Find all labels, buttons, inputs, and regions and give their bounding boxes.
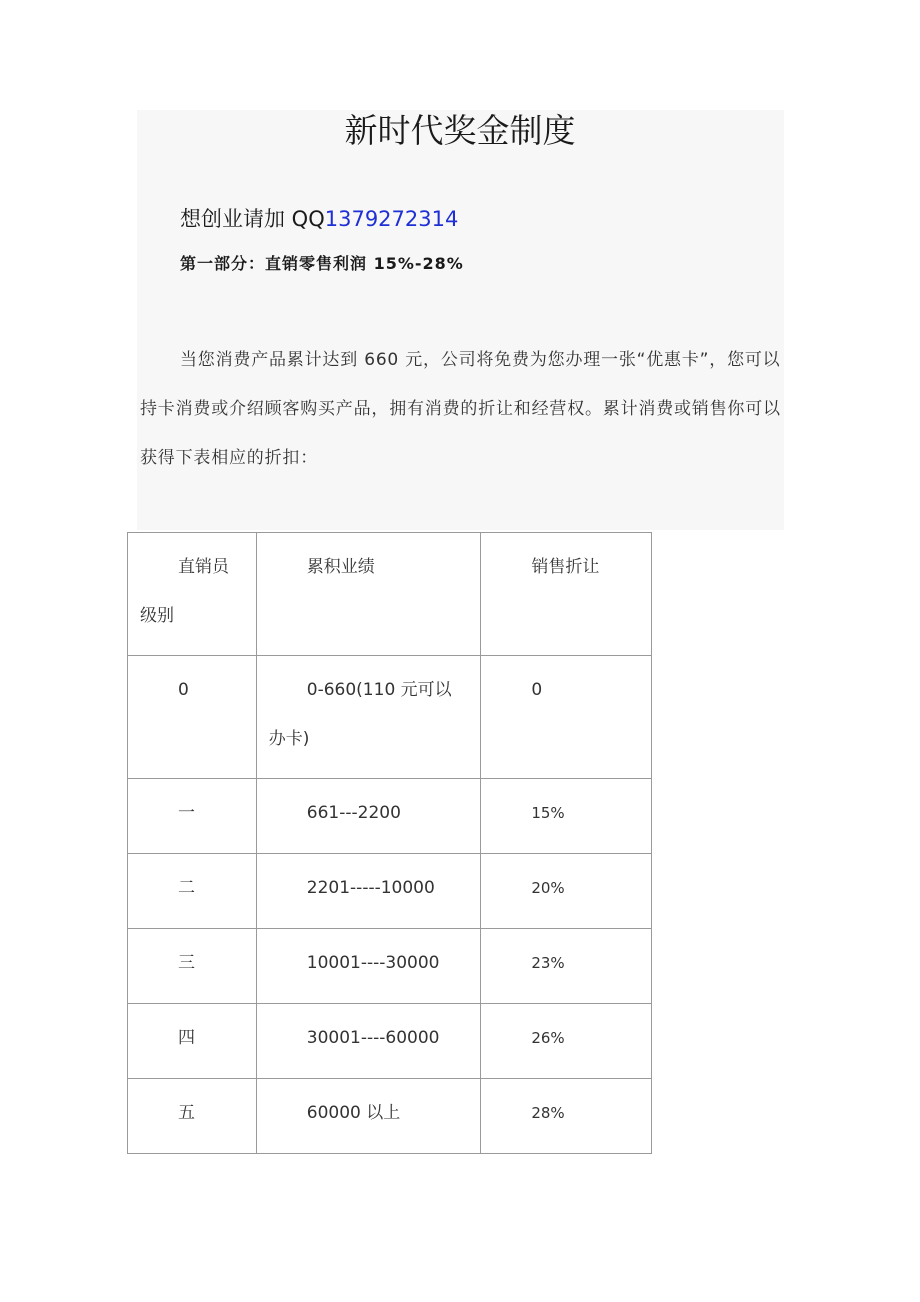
section-heading: 第一部分：直销零售利润 15%-28% (180, 254, 464, 273)
table-cell (481, 929, 652, 1004)
table-cell (128, 1079, 257, 1154)
table-cell (256, 656, 481, 779)
row-level: 三 (178, 953, 195, 973)
row-discount: 20% (531, 879, 565, 897)
table-cell (481, 779, 652, 854)
table-cell (128, 656, 257, 779)
row-discount: 23% (531, 954, 565, 972)
table-header-cell (256, 533, 481, 656)
header-discount: 销售折让 (531, 557, 600, 577)
table-row (128, 656, 652, 779)
row-level: 四 (178, 1028, 195, 1048)
discount-table (127, 532, 652, 1154)
table-cell (481, 656, 652, 779)
contact-prefix: 想创业请加 QQ (180, 207, 325, 231)
table-cell (256, 1004, 481, 1079)
table-cell (481, 1004, 652, 1079)
intro-paragraph: 当您消费产品累计达到 660 元，公司将免费为您办理一张“优惠卡”，您可以持卡消费或介绍顾客购买产品，拥有消费的折让和经营权。累计消费或销售你可以获得下表相应的折扣： (140, 350, 781, 468)
row-discount: 15% (531, 804, 565, 822)
row-level: 一 (178, 803, 195, 823)
table-cell (256, 854, 481, 929)
table-cell (128, 1004, 257, 1079)
row-performance: 30001----60000 (306, 1028, 440, 1048)
table-header-cell (128, 533, 257, 656)
row-performance: 2201-----10000 (306, 878, 435, 898)
table-header-cell (481, 533, 652, 656)
header-performance: 累积业绩 (306, 557, 375, 577)
row-performance: 10001----30000 (306, 953, 440, 973)
table-row (128, 929, 652, 1004)
table-header-row (128, 533, 652, 656)
contact-line (180, 204, 458, 234)
table-cell (256, 1079, 481, 1154)
row-discount: 0 (531, 680, 543, 700)
row-performance: 661---2200 (306, 803, 401, 823)
row-performance: 0-660(110 元可以办卡) (268, 680, 452, 749)
qq-number: 1379272314 (324, 207, 459, 231)
table-row (128, 779, 652, 854)
table-row (128, 1079, 652, 1154)
page-title: 新时代奖金制度 (344, 111, 576, 150)
row-level: 0 (178, 680, 189, 700)
table-row (128, 854, 652, 929)
row-discount: 26% (531, 1029, 565, 1047)
table-cell (481, 1079, 652, 1154)
table-cell (128, 779, 257, 854)
row-performance: 60000 以上 (306, 1103, 401, 1123)
header-level: 直销员级别 (140, 557, 229, 626)
table-cell (128, 929, 257, 1004)
table-cell (256, 779, 481, 854)
row-discount: 28% (531, 1104, 565, 1122)
table-row (128, 1004, 652, 1079)
row-level: 二 (178, 878, 195, 898)
table-cell (481, 854, 652, 929)
row-level: 五 (178, 1103, 195, 1123)
table-cell (128, 854, 257, 929)
table-cell (256, 929, 481, 1004)
